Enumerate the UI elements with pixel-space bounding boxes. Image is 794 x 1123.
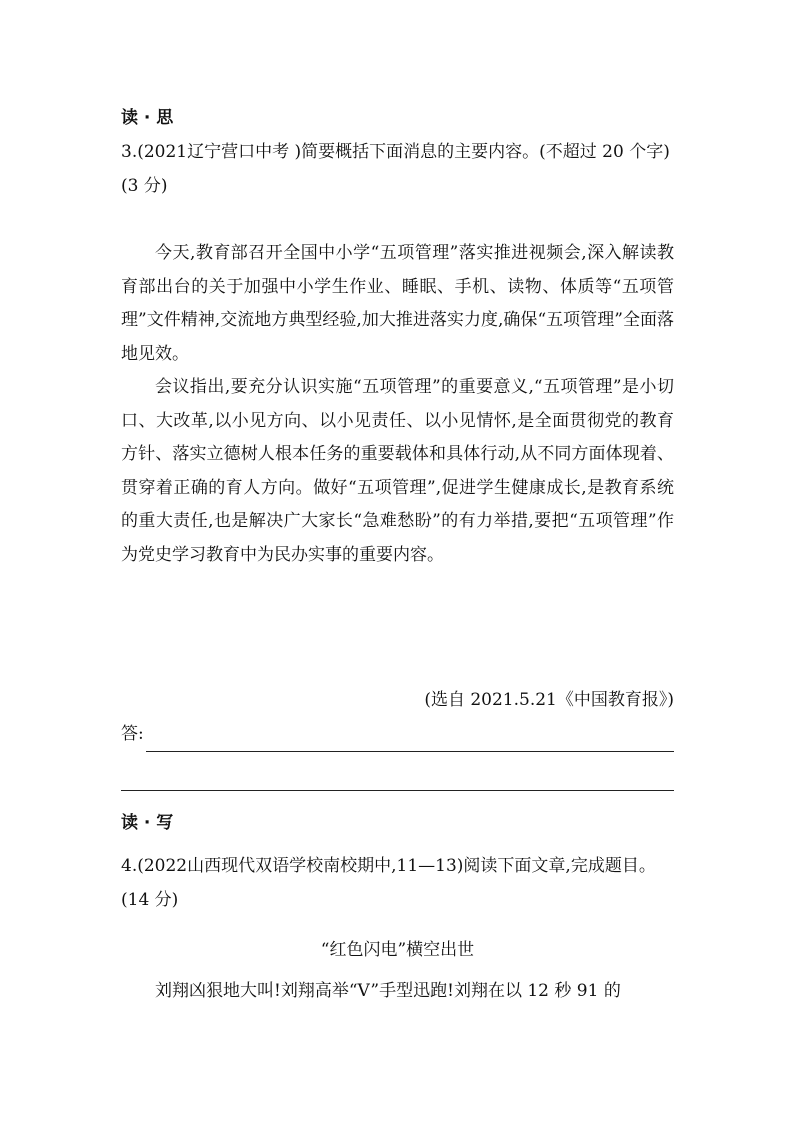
article-title: “红色闪电”横空出世 <box>320 940 475 960</box>
answer-row <box>121 718 674 752</box>
answer-line-1[interactable] <box>146 725 674 752</box>
news-paragraph-1: 今天,教育部召开全国中小学“五项管理”落实推进视频会,深入解读教育部出台的关于加强中小学生作业、睡眠、手机、读物、体质等“五项管理”文件精神,交流地方典型经验,加大推进落实力度,确保“五项管理”全面落地见效。 <box>121 243 674 364</box>
section-heading-read-write: 读 · 写 <box>121 813 174 833</box>
answer-line-2[interactable] <box>121 790 674 791</box>
article-first-line: 刘翔凶狠地大叫!刘翔高举“V”手型迅跑!刘翔在以 12 秒 91 的 <box>155 981 621 1001</box>
news-paragraph-2: 会议指出,要充分认识实施“五项管理”的重要意义,“五项管理”是小切口、大改革,以小见方向、以小见责任、以小见情怀,是全面贯彻党的教育方针、落实立德树人根本任务的重要载体和具体行动,从不同方面体现着、贯穿着正确的育人方向。做好“五项管理”,促进学生健康成长,是教育系统的重大责任,也是解决广大家长“急难愁盼”的有力举措,要把“五项管理”作为党史学习教育中为民办实事的重要内容。 <box>121 377 674 565</box>
section-heading-read-think: 读 · 思 <box>121 108 174 128</box>
question-4-prompt: 4.(2022山西现代双语学校南校期中,11—13)阅读下面文章,完成题目。(14 分) <box>121 856 656 910</box>
question-3-prompt: 3.(2021辽宁营口中考 )简要概括下面消息的主要内容。(不超过 20 个字) (3 分) <box>121 142 670 196</box>
answer-label: 答: <box>121 724 144 744</box>
news-source: (选自 2021.5.21《中国教育报》) <box>424 690 674 710</box>
